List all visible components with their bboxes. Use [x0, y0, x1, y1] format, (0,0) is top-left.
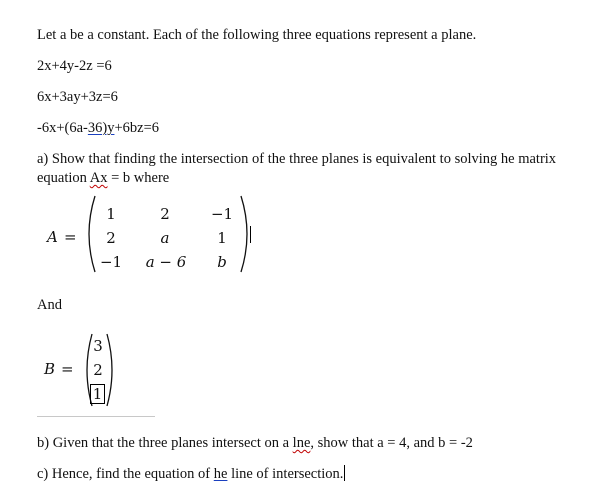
- matrix-a-cell: −1: [99, 253, 123, 271]
- matrix-a-cell: −1: [210, 205, 234, 223]
- matrix-b-right-paren: [104, 332, 118, 408]
- part-c-end: line of intersection.: [227, 466, 344, 482]
- matrix-b-label: B: [44, 360, 56, 378]
- equation-3-start: -6x+(6a-: [37, 120, 88, 136]
- part-a-equation-prefix: equation: [37, 170, 90, 186]
- matrix-b-cell: 3: [93, 337, 103, 355]
- text-cursor: [344, 465, 345, 481]
- equation-1: 2x+4y-2z =6: [37, 58, 112, 74]
- part-b-start: b) Given that the three planes intersect on a: [37, 435, 293, 451]
- part-a-equation-suffix: = b where: [107, 170, 170, 186]
- matrix-a-cell: a − 6: [145, 253, 187, 271]
- matrix-a-cell: 2: [160, 205, 170, 223]
- matrix-a-cell: 2: [106, 229, 116, 247]
- part-a-ax-term: Ax: [89, 170, 108, 186]
- equation-3-end: +6bz=6: [114, 120, 159, 136]
- and-label: And: [37, 297, 62, 313]
- part-a-line-2: [37, 170, 169, 187]
- equation-3-underlined: 36)y: [87, 120, 115, 136]
- section-divider: [37, 416, 155, 417]
- part-b-end: , show that a = 4, and b = -2: [310, 435, 473, 451]
- text-cursor: [250, 226, 251, 243]
- matrix-b-cell: 2: [93, 361, 103, 379]
- part-c-start: c) Hence, find the equation of: [37, 466, 214, 482]
- matrix-a-cell: b: [217, 253, 227, 271]
- matrix-a-cell: a: [160, 229, 170, 247]
- matrix-a-equals: =: [64, 228, 77, 246]
- equation-2: 6x+3ay+3z=6: [37, 89, 118, 105]
- matrix-a-label: A: [47, 228, 58, 246]
- part-b-text: [37, 435, 473, 452]
- matrix-a-cell: 1: [106, 205, 116, 223]
- matrix-a-right-paren: [238, 194, 254, 274]
- part-c-flagged-word: he: [213, 466, 228, 482]
- matrix-b-equals: =: [61, 360, 74, 378]
- part-b-misspelled-word: lne: [292, 435, 311, 451]
- part-c-text: [37, 465, 345, 483]
- part-a-line-1: a) Show that finding the intersection of the three planes is equivalent to solving he matrix: [37, 151, 557, 167]
- matrix-a-cell: 1: [217, 229, 227, 247]
- equation-3: [37, 120, 159, 137]
- matrix-b-cell-selected[interactable]: 1: [92, 385, 103, 403]
- intro-text: Let a be a constant. Each of the following three equations represent a plane.: [37, 27, 477, 43]
